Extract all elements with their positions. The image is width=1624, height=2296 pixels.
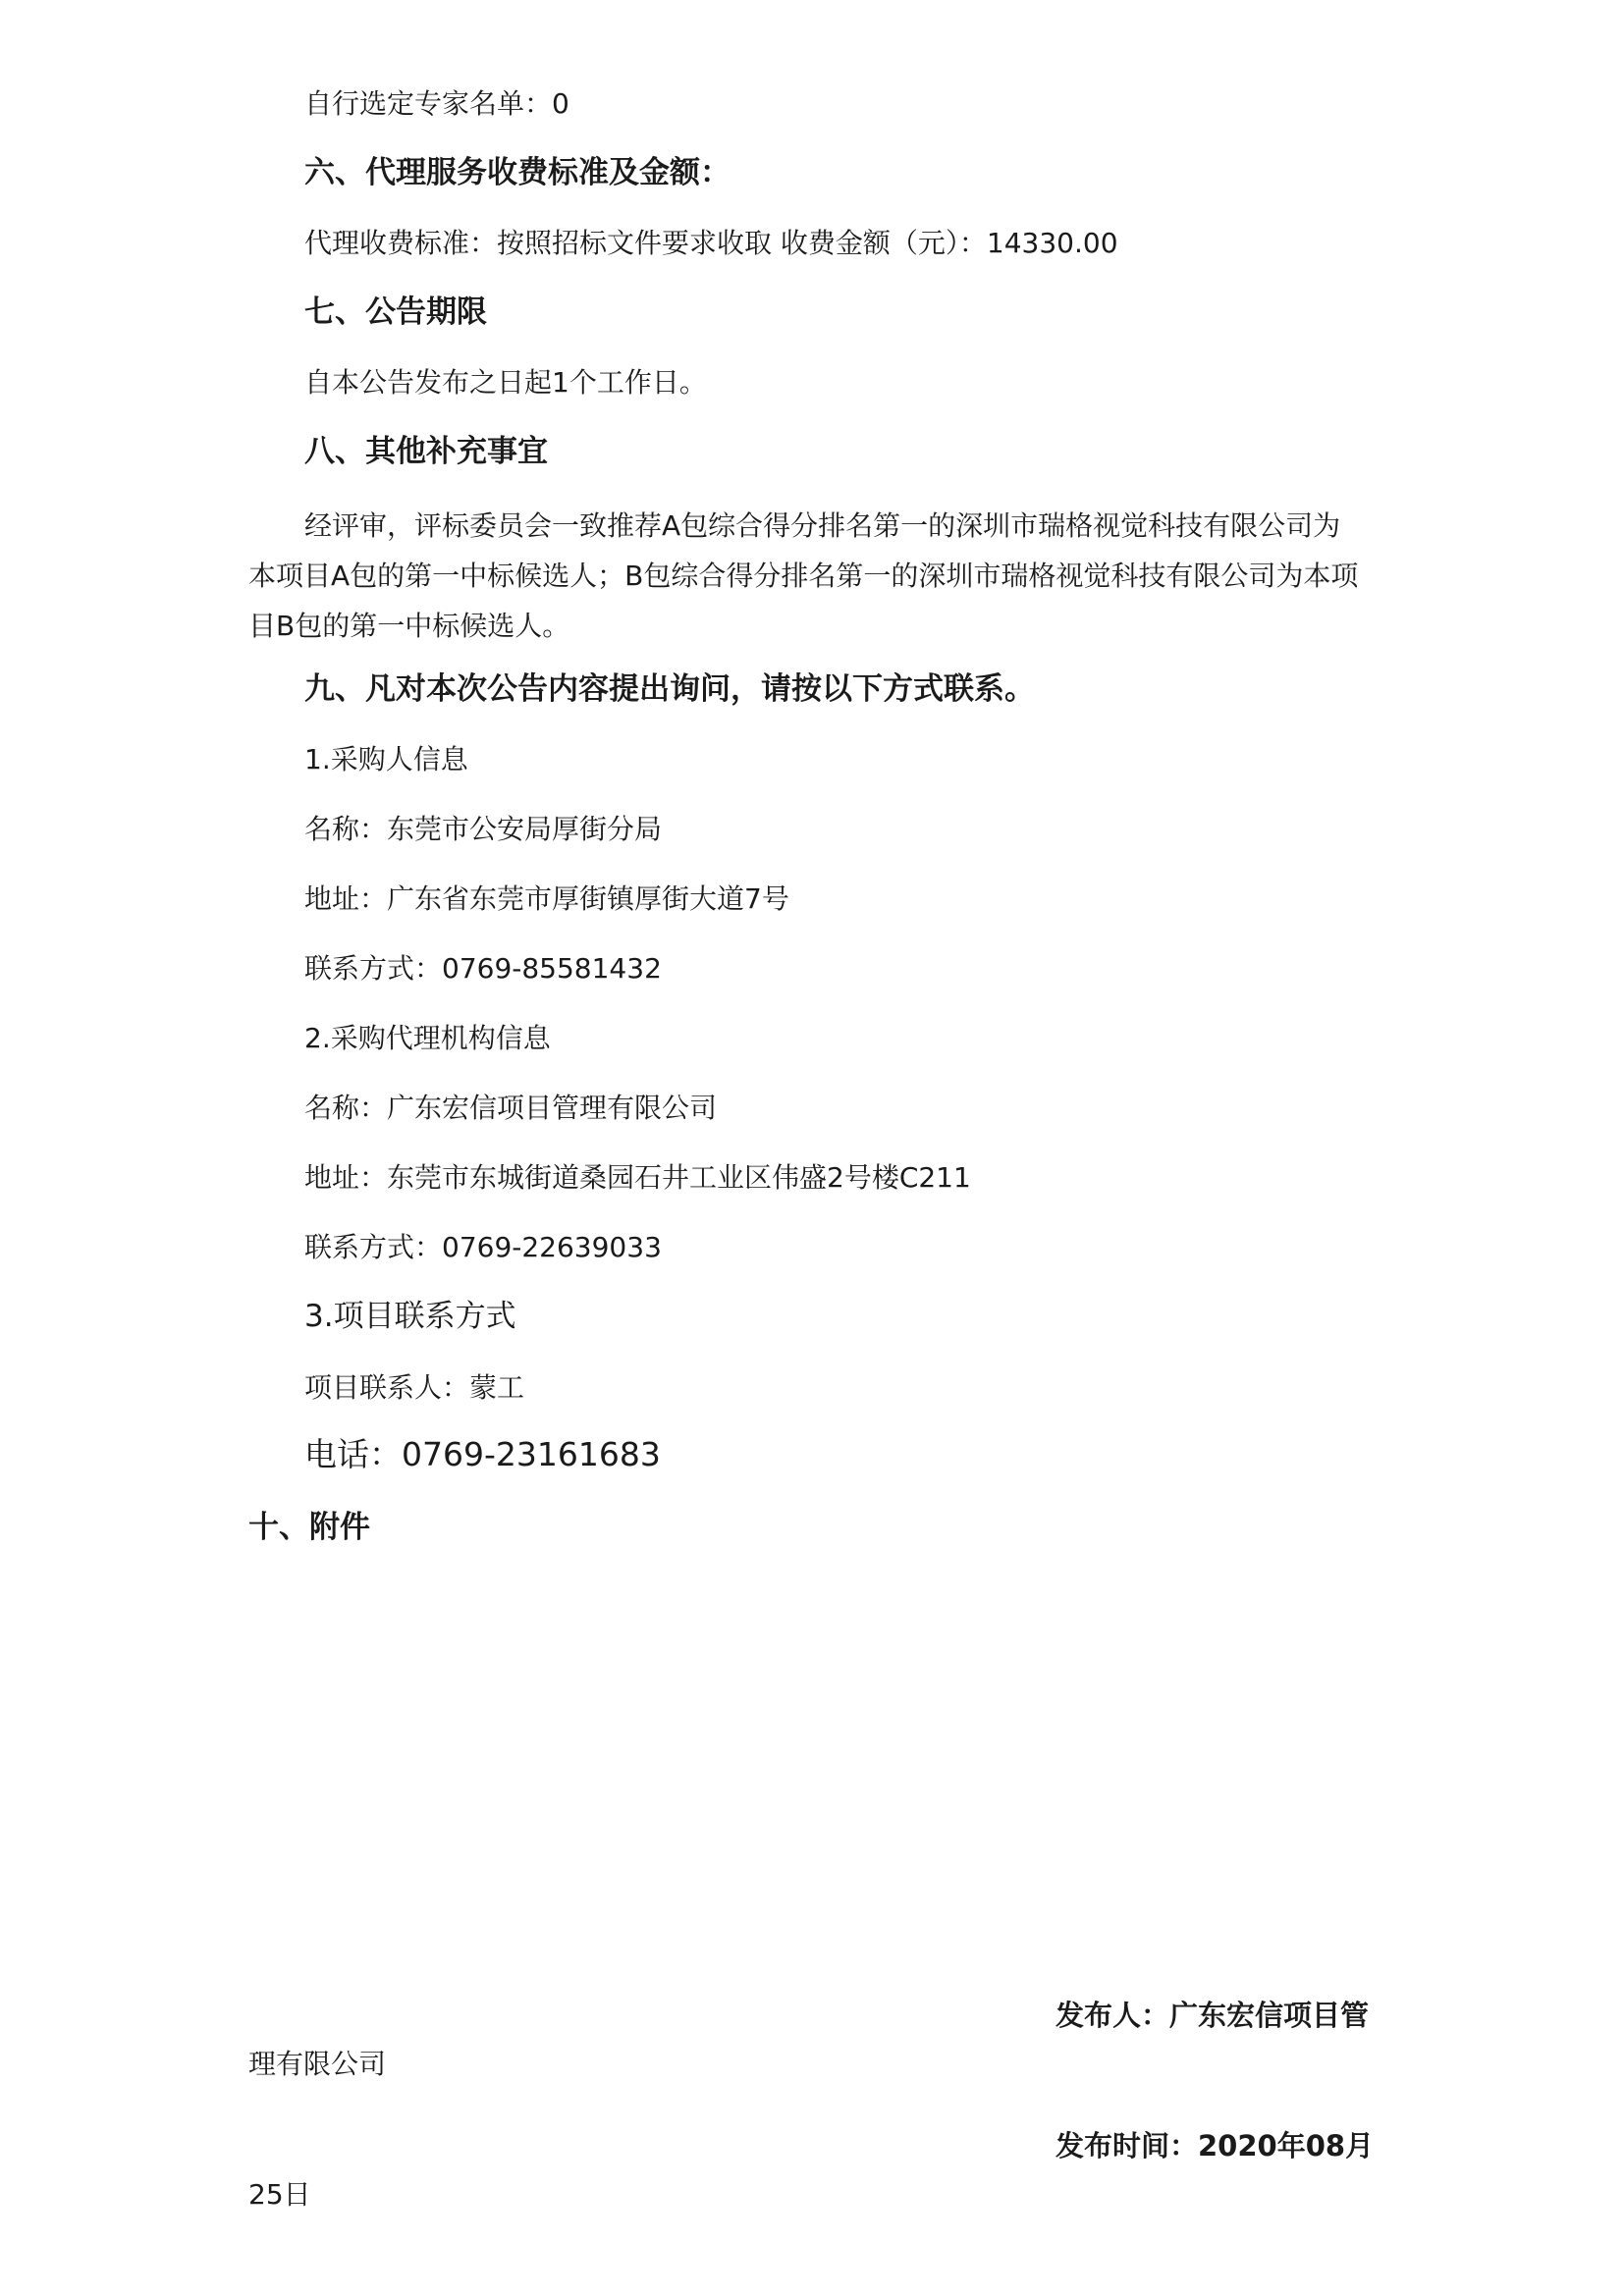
agency-contact: 联系方式：0769-22639033 xyxy=(304,1231,662,1263)
purchaser-address: 地址：广东省东莞市厚街镇厚街大道7号 xyxy=(304,882,789,915)
section8-paragraph: 经评审，评标委员会一致推荐A包综合得分排名第一的深圳市瑞格视觉科技有限公司为本项目A包的第一中标候选人；B包综合得分排名第一的深圳市瑞格视觉科技有限公司为本项目B包的第一中标候选人。 xyxy=(248,509,1359,642)
section6-heading: 六、代理服务收费标准及金额： xyxy=(304,155,731,190)
publish-time-line1: 发布时间：2020年08月 xyxy=(1056,2129,1375,2163)
publisher-line2: 理有限公司 xyxy=(248,2048,387,2080)
purchaser-title: 1.采购人信息 xyxy=(304,743,468,775)
agency-title: 2.采购代理机构信息 xyxy=(304,1022,551,1054)
agency-address: 地址：东莞市东城街道桑园石井工业区伟盛2号楼C211 xyxy=(304,1161,971,1194)
publisher-line1: 发布人：广东宏信项目管 xyxy=(1056,1999,1370,2032)
section10-heading: 十、附件 xyxy=(248,1510,370,1545)
section8-heading: 八、其他补充事宜 xyxy=(304,434,548,469)
section7-period-text: 自本公告发布之日起1个工作日。 xyxy=(304,366,707,399)
project-contact-title: 3.项目联系方式 xyxy=(304,1299,516,1334)
section6-fee-text: 代理收费标准：按照招标文件要求收取 收费金额（元）：14330.00 xyxy=(304,227,1118,259)
publish-time-line2: 25日 xyxy=(248,2178,311,2211)
expert-list-text: 自行选定专家名单：0 xyxy=(304,87,569,120)
purchaser-name: 名称：东莞市公安局厚街分局 xyxy=(304,813,663,845)
section9-heading: 九、凡对本次公告内容提出询问，请按以下方式联系。 xyxy=(304,671,1035,707)
section7-heading: 七、公告期限 xyxy=(304,294,487,330)
purchaser-contact: 联系方式：0769-85581432 xyxy=(304,952,662,985)
agency-name: 名称：广东宏信项目管理有限公司 xyxy=(304,1092,718,1124)
project-contact-person: 项目联系人：蒙工 xyxy=(304,1371,525,1404)
project-phone: 电话：0769-23161683 xyxy=(304,1435,661,1473)
